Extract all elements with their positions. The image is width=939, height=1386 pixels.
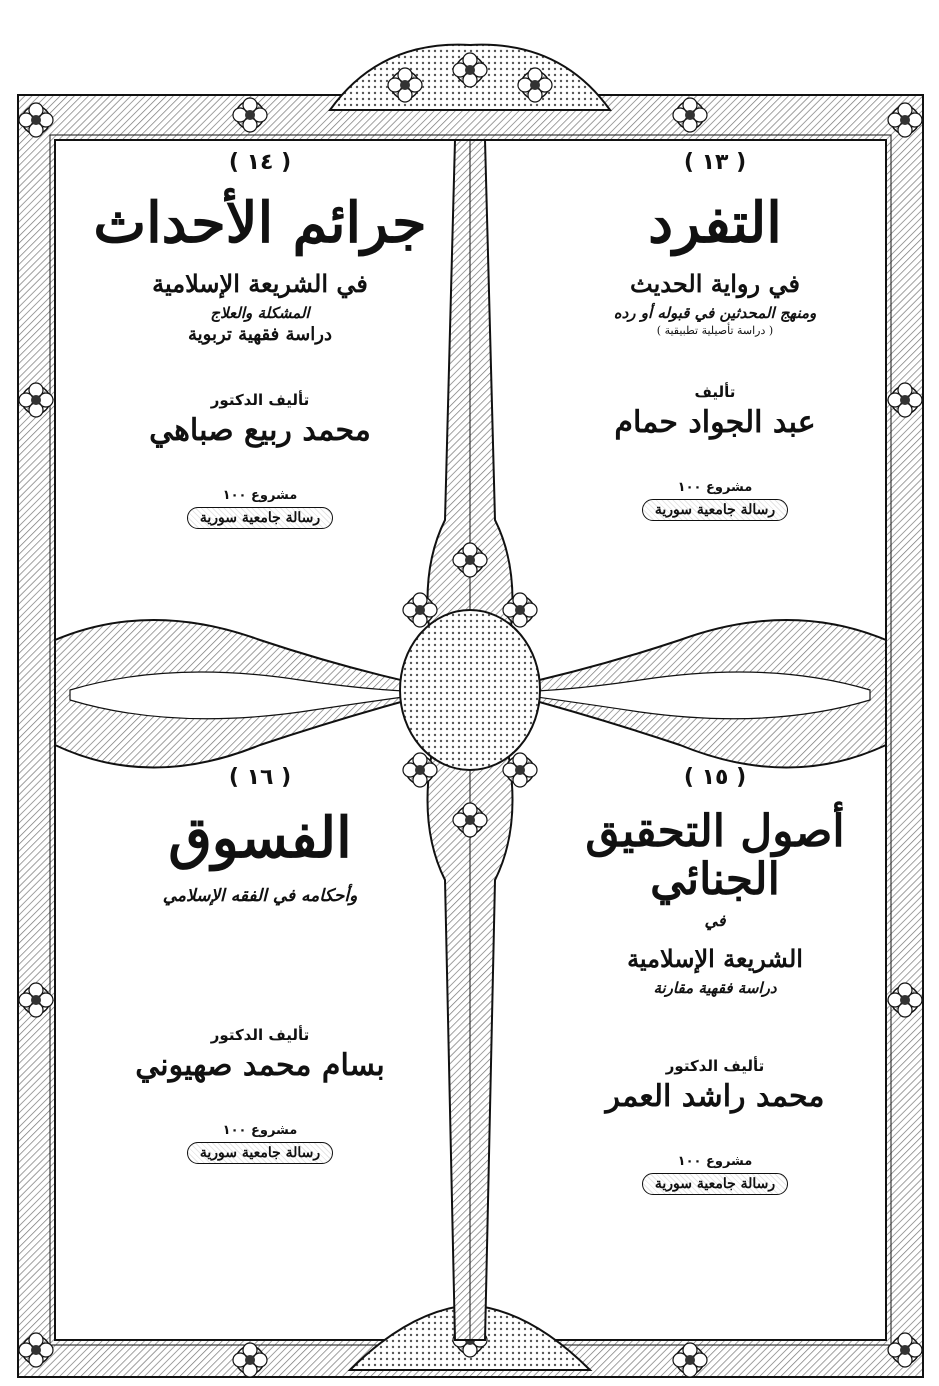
series-badge: رسالة جامعية سورية	[642, 499, 788, 521]
author-name: عبد الجواد حمام	[614, 404, 816, 440]
book-number: ( ١٦ )	[228, 765, 292, 790]
book-number: ( ١٥ )	[683, 765, 747, 790]
book-line2: ( دراسة تأصيلية تطبيقية )	[656, 323, 774, 337]
author-label: تأليف	[694, 382, 736, 401]
book-title: أصول التحقيق الجنائي	[585, 806, 845, 906]
project-label: مشروع ١٠٠	[222, 1122, 298, 1138]
book-panel-14	[60, 150, 460, 710]
book-line2: دراسة فقهية مقارنة	[653, 978, 777, 997]
series-badge: رسالة جامعية سورية	[187, 1142, 333, 1164]
book-line1: الشريعة الإسلامية	[627, 943, 803, 973]
book-subtitle: وأحكامه في الفقه الإسلامي	[162, 885, 358, 906]
author-name: محمد راشد العمر	[605, 1078, 825, 1114]
series-badge: رسالة جامعية سورية	[642, 1173, 788, 1195]
book-line2: دراسة فقهية تربوية	[188, 323, 332, 345]
book-subtitle: في الشريعة الإسلامية	[152, 268, 368, 298]
book-title: الفسوق	[168, 805, 352, 871]
book-panel-13	[515, 150, 915, 710]
book-panel-16	[60, 765, 460, 1325]
author-label: تأليف الدكتور	[665, 1056, 765, 1075]
author-name: محمد ربيع صباهي	[149, 412, 371, 448]
author-label: تأليف الدكتور	[210, 1025, 310, 1044]
book-panel-15	[515, 765, 915, 1325]
book-title: التفرد	[648, 190, 782, 256]
author-label: تأليف الدكتور	[210, 390, 310, 409]
book-line1: المشكلة والعلاج	[210, 303, 310, 322]
book-subtitle: في رواية الحديث	[630, 268, 800, 298]
series-badge: رسالة جامعية سورية	[187, 507, 333, 529]
project-label: مشروع ١٠٠	[222, 487, 298, 503]
book-subtitle: في	[704, 910, 726, 930]
project-label: مشروع ١٠٠	[677, 1153, 753, 1169]
book-title: جرائم الأحداث	[93, 190, 427, 256]
project-label: مشروع ١٠٠	[677, 479, 753, 495]
author-name: بسام محمد صهيوني	[135, 1047, 385, 1083]
book-line1: ومنهج المحدثين في قبوله أو رده	[613, 303, 817, 322]
book-number: ( ١٤ )	[228, 150, 292, 175]
book-number: ( ١٣ )	[683, 150, 747, 175]
